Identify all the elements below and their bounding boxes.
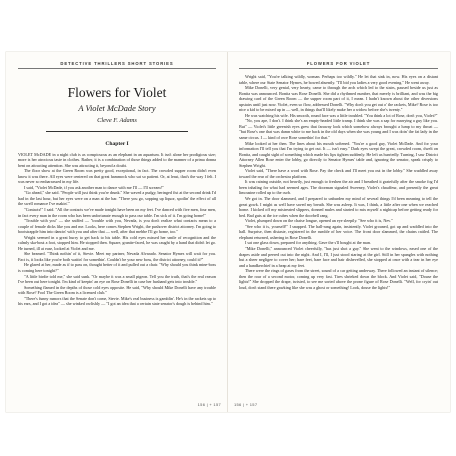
body-paragraph: We got in. The door slammed, and I prepared to unburden my mind of several things I'd been meaning to tell the great gowk. I might as well have saved my breath. She was asleep. It was, I think, a little after one when we reached home. I kicked off my mistreated slippers, donned mules and started to mix myself a nightcap before getting ready for bed. Bad guts at the ice cubes when the doorbell rang.	[239, 196, 438, 218]
story-subtitle: A Violet McDade Story	[78, 103, 156, 113]
body-paragraph: I said, "Violet McDade, if you ask another man to dance with me I'll — I'll scream!"	[24, 184, 164, 190]
right-page	[228, 52, 450, 412]
right-body-text	[239, 74, 438, 290]
left-body-text	[18, 152, 216, 307]
right-folio: 156 | + 157	[234, 402, 258, 407]
body-paragraph: He was watching his wife. His smooth, round face was a little troubled. "You think a lot of Rose, don't you, Violet?"	[245, 112, 438, 118]
body-paragraph: There were the rings of gases from the street, sound of a car getting underway. There followed an instant of silence; then the roar of a second motor, coming up very fast. Tires shrieked down the block. And Violet said, "Douse the lights!" She dropped the drape, twisted, to see me sorted above the prone figure of Rose Donelli. "Well, for cryin' out loud, don't stand there gawking like she was a ghost or something! Look, douse the lights!"	[239, 268, 438, 290]
body-paragraph: Wright seemed in a great hurry to get back to his table. His cold eyes missed her smile of recognition and the calmly ska-bout a foot, stopped him. He stopped then. Square, granite-faced, he was caught by a hand that didn't let go. He turned, ill at ease, looked at Violet and me.	[18, 234, 216, 251]
body-paragraph: Mike looked at her then. The lines about his mouth softened. "You're a good guy, Violet McDade. And for your information I'll tell you that I'm trying to get out. It — isn't easy." Dark eyes swept the great, crowded room, dwelt on Bonita, and caught sight of something which made his lips tighten suddenly. He left us hurriedly. Turning, I saw District Attorney Allen Rose enter the lobby, go directly to Senator Hymes' table and, ignoring the senator, speak crisply to Stephen Wright.	[239, 140, 438, 168]
body-paragraph: "Go ahead," she said. "People will just think you're drunk." She waved a pudgy, beringed fist at the second drink I'd had in the last hour, but her eyes were on a man at the bar. "There you go, sopping up liquor, spoilin' the effect of all the swell romance I've makin'."	[18, 190, 216, 207]
body-paragraph: "No, you ape, I don't. I think she's an empty-headed little tramp. I think she was a sap for marrying a guy like you. But" — Violet's little greenish eyes grew that faraway look which somehow always brought a lump to my throat — "but Rose's one that was damn white to me back in the old days when she was young and I was doin' the fat lady in the same circus. I — kind of owe Rose somethin' for that."	[239, 118, 438, 141]
book-spread	[6, 52, 450, 412]
chapter-heading: Chapter I	[105, 140, 129, 147]
body-paragraph: "See who it is, yourself!" I snapped. The hall-rang again, insistently. Violet groaned, got up and waddled into the hall. Surprise, then distaste, registered in the rumble of her voice. The front door slammed, the chains rattled. The elephant returned, ushering in Rose Donelli.	[239, 223, 438, 240]
body-paragraph: "Trouble with you" — she sniffed — "trouble with you, Nevada, is you don't realize what contacts mean to a couple of female dicks like you and me. Looks, here comes Stephen Wright, the pushover district attorney. I'm going to bootstrapple him into dancin' with you and after that — well, after that mebbe I'll go home, too."	[18, 218, 216, 235]
body-paragraph: It was raining outside, not heavily, just enough to freshen the air and I breathed it gratefully after the smoke fog I'd been inhaling for what had seemed ages. The doorman signaled Sweeney, Violet's chauffeur, and presently the great limousine rolled up to the curb.	[239, 179, 438, 196]
body-paragraph: "Contacts!" I said. "All the contacts we've made tonight have been on my feet. I've danced with five men, four men, in fact every man in the room who has been unfortunate enough to pass our table. I'm sick of it. I'm going home!"	[18, 206, 216, 218]
body-paragraph: "A little birdie told me," she said sunk. "Or maybe it was a small pigeon. Tell you the truth, that's the real reason I've been out here tonight. I'm kind of keepin' an eye on Rose Donelli in case her husband gets into trouble."	[18, 273, 216, 285]
story-title: Flowers for Violet	[67, 85, 167, 100]
story-author: Cleve F. Adams	[97, 116, 137, 124]
body-paragraph: Mike Donelli, very genial, very hearty, came to through the arch which led to the stairs, paused beside us just as Bonita was announced. Bonita was Rose Donelli. She did a rhythmed number, that merely is brilliant, and was the big drawing card of the Green Room — the supper room part of it, I mean. I hadn't known about the other diversions upstairs until just now. Violet, even so flow, addressed Donelli. "Why don't you get out o' the rackets, Mike? Rose is too nice a kid to be mixed up in — well, in things that'll likely make her a widow before she's twenty."	[239, 85, 438, 113]
body-paragraph: I sat one glass down, prepared for anything. Gave the s'll bought at the man.	[245, 240, 371, 246]
body-paragraph: He glared at her, made as if to pass on, thought better of it and pulled out a chair. "Why should you think mine-boss is coming here tonight?"	[18, 262, 216, 273]
title-rule	[46, 131, 189, 132]
body-paragraph: The floor show at the Green Room was pretty good, exceptional, in fact. The crowded supper room didn't even know it was there. All eyes were centered on that great hammock who sat so patient. Or, at least, that's the way I felt. I was never so embarrassed in my life.	[18, 168, 216, 185]
body-paragraph: She beamed. "Think nothin' of it, Stevie. Meet my partner, Nevada Alvarado. Senator Hymes will wait for you. Fact is, it looks like you're both waitin' for somethin'. Couldn't be your new boss, the district attorney, could it?"	[18, 251, 216, 262]
left-folio: 156 | + 157	[197, 402, 221, 407]
left-running-head: DETECTIVE THRILLERS SHORT STORIES	[18, 61, 216, 69]
body-paragraph: Violet said, "There have a word with Rose. Pay the check and I'll meet you out in the lobby." She waddled away toward the rear of the orchestra platform.	[239, 168, 438, 179]
body-paragraph: Something flamed in the depths of those cold eyes opposite. He said, "Why should Mike Donelli have any trouble with Rose? Fool The Green Room is a licensed club."	[18, 284, 216, 296]
left-page	[6, 52, 228, 412]
body-paragraph: Wright said, "You're talking wildly, woman. Perhaps too wildly." He let that sink in, now. His eyes on a distant table, where our State Senator Hymes, he bowed absently. "I'll bid you ladies a very good evening." He went away.	[239, 74, 438, 85]
body-paragraph: "There's funny rumors that the Senate don't come, Stevie. Mike's real business is gamblin'. He's in the rackets up to his ears, and I got a idea" — she winked owlishly — "I got an idea that a certain state senator's dough is behind him."	[18, 295, 216, 307]
right-running-head: FLOWERS FOR VIOLET	[239, 61, 438, 69]
body-paragraph: Violet, plumped down on the chaise longue, opened an eye sleepily. "See who it is, Nev."	[245, 218, 393, 224]
body-paragraph: VIOLET McDADE in a night club is as conspicuous as an elephant in an aquarium. It isn't alone her prodigious size; more is her atrocious taste in clothes. Rather, it is a combination of those things added to the manner of a prima donna bent on attracting attention. She was attracting it, beyond a doubt.	[18, 151, 216, 168]
body-paragraph: "Mike Donelli," announced Violet cheerfully, "has just shot a guy." She went to the windows, eased one of the drapes aside and peered out into the night. And I, I'll, I just stood staring at the girl. Still in her spangles with nothing but a sheer negligee to cover her; bare feet, bare face and hair dishevelled, she stopped at once with a tear in her eye and a handkerchief in a heap at my feet.	[239, 245, 438, 268]
